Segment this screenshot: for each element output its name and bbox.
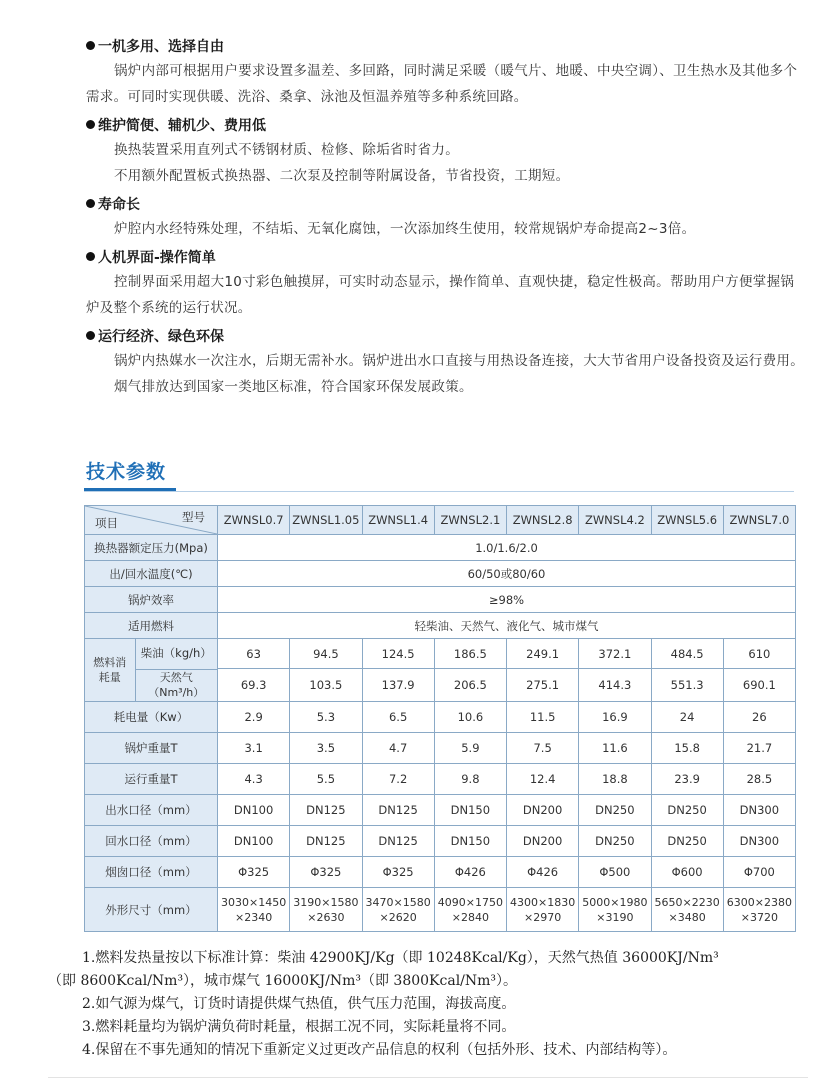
feature-paragraph: 锅炉内热媒水一次注水，后期无需补水。锅炉进出水口直接与用热设备连接，大大节省用户设备投资及运行费用。 — [114, 353, 804, 369]
table-cell: 23.9 — [651, 764, 723, 795]
feature-title-text: 人机界面-操作简单 — [98, 250, 216, 266]
feature-paragraph: 烟气排放达到国家一类地区标准，符合国家环保发展政策。 — [114, 379, 473, 395]
table-cell: 5.3 — [290, 702, 362, 733]
table-row — [85, 561, 796, 587]
row-label: 出/回水温度(℃) — [85, 561, 218, 587]
notes — [48, 947, 828, 1062]
table-cell: 7.5 — [507, 733, 579, 764]
fuel-sub-label-text: 柴油（kg/h） — [140, 646, 212, 661]
table-cell: 11.6 — [579, 733, 651, 764]
note-3: 3.燃料耗量均为锅炉满负荷时耗量，根据工况不同，实际耗量将不同。 — [82, 1019, 516, 1035]
row-label: 外形尺寸（mm） — [85, 888, 218, 932]
section-divider — [84, 491, 794, 492]
feature-paragraph: 不用额外配置板式换热器、二次泵及控制等附属设备，节省投资，工期短。 — [114, 168, 570, 184]
table-cell: DN300 — [723, 795, 795, 826]
table-row — [85, 857, 796, 888]
table-cell: DN250 — [651, 826, 723, 857]
table-cell: 21.7 — [723, 733, 795, 764]
row-label: 耗电量（Kw） — [85, 702, 218, 733]
table-cell: 124.5 — [362, 639, 434, 669]
table-cell: 2.9 — [218, 702, 290, 733]
dimension-cell — [507, 888, 579, 932]
model-header: ZWNSL1.4 — [362, 506, 434, 535]
dimension-cell — [362, 888, 434, 932]
table-cell: DN125 — [290, 795, 362, 826]
table-cell: DN150 — [434, 795, 506, 826]
model-header: ZWNSL0.7 — [218, 506, 290, 535]
dimension-line-1: 3470×1580 — [365, 895, 431, 909]
fuel-group-text: 燃料消耗量 — [93, 656, 127, 684]
model-header: ZWNSL4.2 — [579, 506, 651, 535]
table-cell: 26 — [723, 702, 795, 733]
feature-title — [86, 247, 806, 269]
table-cell: 610 — [723, 639, 795, 669]
table-row — [85, 613, 796, 639]
dimension-line-2: ×2840 — [451, 910, 489, 924]
feature-title-text: 维护简便、辅机少、费用低 — [98, 118, 266, 134]
dimension-line-2: ×3480 — [668, 910, 706, 924]
dimension-cell — [290, 888, 362, 932]
dimension-line-2: ×2340 — [235, 910, 273, 924]
fuel-group-label — [85, 639, 135, 701]
table-cell: 4.7 — [362, 733, 434, 764]
row-label: 回水口径（mm） — [85, 826, 218, 857]
table-cell: 9.8 — [434, 764, 506, 795]
table-cell: Φ325 — [290, 857, 362, 888]
feature-title — [86, 194, 806, 216]
table-cell: 551.3 — [651, 669, 723, 702]
table-cell: 16.9 — [579, 702, 651, 733]
table-row — [85, 506, 796, 535]
fuel-label-table — [85, 639, 217, 701]
table-cell: DN150 — [434, 826, 506, 857]
dimension-cell — [723, 888, 795, 932]
table-cell: 3.5 — [290, 733, 362, 764]
table-cell: DN100 — [218, 826, 290, 857]
table-cell: DN125 — [290, 826, 362, 857]
fuel-sub-label — [135, 639, 217, 669]
feature-title-text: 运行经济、绿色环保 — [98, 329, 224, 345]
fuel-label-cell — [85, 639, 218, 702]
table-row — [85, 733, 796, 764]
table-cell: 10.6 — [434, 702, 506, 733]
dimension-line-1: 5000×1980 — [582, 895, 648, 909]
header-corner — [85, 506, 218, 535]
table-cell: 15.8 — [651, 733, 723, 764]
feature-title — [86, 115, 806, 137]
section-title: 技术参数 — [86, 461, 167, 483]
table-cell: 94.5 — [290, 639, 362, 669]
dimension-line-1: 5650×2230 — [654, 895, 720, 909]
table-cell: 372.1 — [579, 639, 651, 669]
row-label: 换热器额定压力(Mpa) — [85, 535, 218, 561]
feature-title — [86, 326, 806, 348]
table-cell: 690.1 — [723, 669, 795, 702]
table-cell: 18.8 — [579, 764, 651, 795]
merged-value: 轻柴油、天然气、液化气、城市煤气 — [218, 613, 796, 639]
table-cell: DN250 — [651, 795, 723, 826]
note-2: 2.如气源为煤气，订货时请提供煤气热值，供气压力范围，海拔高度。 — [82, 996, 516, 1012]
table-cell: 11.5 — [507, 702, 579, 733]
dimension-line-1: 3030×1450 — [221, 895, 287, 909]
table-cell: Φ325 — [218, 857, 290, 888]
table-cell: Φ426 — [507, 857, 579, 888]
dimension-line-2: ×2630 — [307, 910, 345, 924]
dimension-line-2: ×2970 — [524, 910, 562, 924]
table-cell: DN125 — [362, 826, 434, 857]
model-header: ZWNSL7.0 — [723, 506, 795, 535]
table-row — [85, 795, 796, 826]
feature-paragraph: 换热装置采用直列式不锈钢材质、检修、除垢省时省力。 — [114, 142, 459, 158]
table-cell: 3.1 — [218, 733, 290, 764]
model-header: ZWNSL2.8 — [507, 506, 579, 535]
table-cell: Φ600 — [651, 857, 723, 888]
table-cell: 484.5 — [651, 639, 723, 669]
table-cell: 206.5 — [434, 669, 506, 702]
model-header: ZWNSL5.6 — [651, 506, 723, 535]
table-cell: 7.2 — [362, 764, 434, 795]
table-row — [85, 888, 796, 932]
table-cell: 137.9 — [362, 669, 434, 702]
dimension-cell — [579, 888, 651, 932]
fuel-sub-label-text: 天然气（Nm³/h） — [148, 671, 205, 700]
row-label: 适用燃料 — [85, 613, 218, 639]
header-item-label: 项目 — [95, 516, 118, 530]
fuel-label-row — [85, 639, 217, 669]
spec-table — [84, 505, 796, 932]
table-cell: 24 — [651, 702, 723, 733]
table-cell: 63 — [218, 639, 290, 669]
bullet-icon — [86, 41, 95, 50]
table-cell: 275.1 — [507, 669, 579, 702]
merged-value: 60/50或80/60 — [218, 561, 796, 587]
bullet-icon — [86, 331, 95, 340]
table-cell: 186.5 — [434, 639, 506, 669]
model-header: ZWNSL2.1 — [434, 506, 506, 535]
table-row — [85, 764, 796, 795]
dimension-line-2: ×3720 — [740, 910, 778, 924]
table-cell: DN100 — [218, 795, 290, 826]
bottom-divider — [48, 1077, 808, 1078]
row-label: 锅炉重量T — [85, 733, 218, 764]
feature-title-text: 一机多用、选择自由 — [98, 39, 224, 55]
dimension-line-1: 3190×1580 — [293, 895, 359, 909]
table-cell: Φ426 — [434, 857, 506, 888]
fuel-sub-label — [135, 669, 217, 701]
merged-value: ≥98% — [218, 587, 796, 613]
feature-title-text: 寿命长 — [98, 197, 140, 213]
row-label: 锅炉效率 — [85, 587, 218, 613]
note-4: 4.保留在不事先通知的情况下重新定义过更改产品信息的权利（包括外形、技术、内部结构等）。 — [82, 1042, 677, 1058]
dimension-cell — [434, 888, 506, 932]
table-row — [85, 639, 796, 669]
table-cell: DN250 — [579, 826, 651, 857]
table-cell: DN125 — [362, 795, 434, 826]
feature-paragraph: 控制界面采用超大10寸彩色触摸屏，可实时动态显示，操作简单、直观快捷，稳定性极高。帮助用户方便掌握锅炉及整个系统的运行状况。 — [86, 274, 795, 316]
bullet-icon — [86, 199, 95, 208]
table-cell: DN250 — [579, 795, 651, 826]
table-row — [85, 826, 796, 857]
row-label: 烟囱口径（mm） — [85, 857, 218, 888]
note-1: 1.燃料发热量按以下标准计算：柴油 42900KJ/Kg（即 10248Kcal/Kg），天然气热值 36000KJ/Nm³ — [82, 950, 719, 966]
bullet-icon — [86, 120, 95, 129]
feature-paragraph: 炉腔内水经特殊处理，不结垢、无氧化腐蚀，一次添加终生使用，较常规锅炉寿命提高2~3倍。 — [114, 221, 696, 237]
feature-list — [86, 36, 806, 400]
table-cell: 12.4 — [507, 764, 579, 795]
dimension-line-1: 6300×2380 — [726, 895, 792, 909]
header-model-label: 型号 — [182, 510, 205, 524]
table-cell: 5.9 — [434, 733, 506, 764]
note-1-continued: （即 8600Kcal/Nm³），城市煤气 16000KJ/Nm³（即 3800Kcal/Nm³）。 — [48, 973, 518, 989]
table-cell: Φ325 — [362, 857, 434, 888]
model-header: ZWNSL1.05 — [290, 506, 362, 535]
table-cell: DN200 — [507, 826, 579, 857]
table-cell: Φ500 — [579, 857, 651, 888]
feature-paragraph: 锅炉内部可根据用户要求设置多温差、多回路，同时满足采暖（暖气片、地暖、中央空调）、卫生热水及其他多个需求。可同时实现供暖、洗浴、桑拿、泳池及恒温养殖等多种系统回路。 — [86, 63, 798, 105]
table-cell: 414.3 — [579, 669, 651, 702]
table-cell: 249.1 — [507, 639, 579, 669]
row-label: 出水口径（mm） — [85, 795, 218, 826]
table-cell: 4.3 — [218, 764, 290, 795]
table-cell: 69.3 — [218, 669, 290, 702]
row-label: 运行重量T — [85, 764, 218, 795]
table-cell: 6.5 — [362, 702, 434, 733]
table-row — [85, 587, 796, 613]
table-cell: DN300 — [723, 826, 795, 857]
dimension-line-2: ×2620 — [379, 910, 417, 924]
dimension-line-1: 4300×1830 — [510, 895, 576, 909]
table-cell: 5.5 — [290, 764, 362, 795]
table-cell: DN200 — [507, 795, 579, 826]
feature-title — [86, 36, 806, 58]
merged-value: 1.0/1.6/2.0 — [218, 535, 796, 561]
table-row — [85, 535, 796, 561]
bullet-icon — [86, 252, 95, 261]
table-cell: 103.5 — [290, 669, 362, 702]
table-cell: Φ700 — [723, 857, 795, 888]
table-cell: 28.5 — [723, 764, 795, 795]
dimension-cell — [651, 888, 723, 932]
table-row — [85, 702, 796, 733]
dimension-line-2: ×3190 — [596, 910, 634, 924]
dimension-line-1: 4090×1750 — [437, 895, 503, 909]
dimension-cell — [218, 888, 290, 932]
